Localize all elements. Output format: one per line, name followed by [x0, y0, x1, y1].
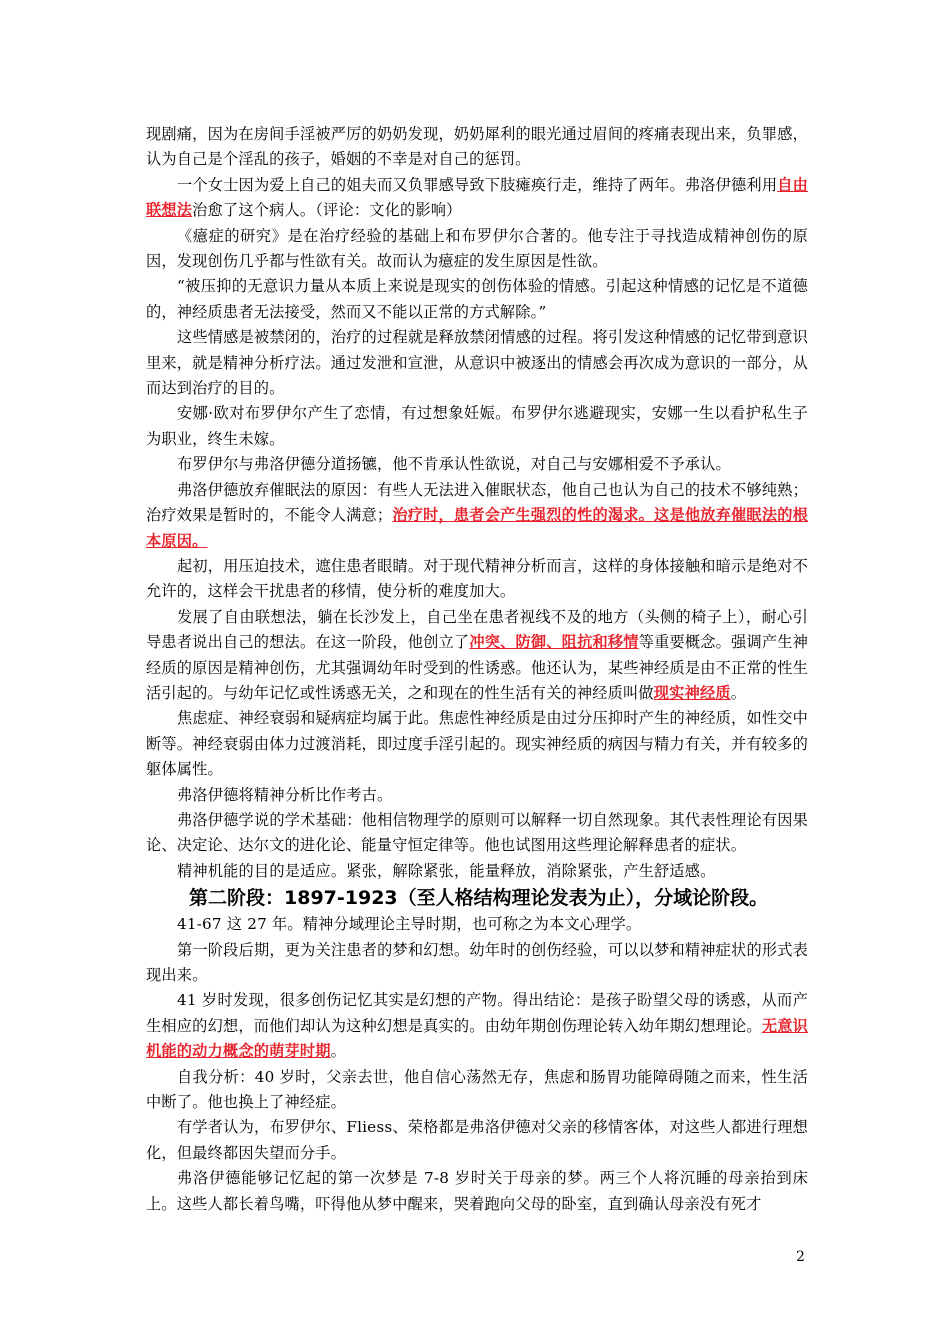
text: 弗洛伊德放弃催眠法的原因：有些人无法进入催眠状态，他自己也认为自己的技术不够纯熟；治疗效果是暂时的，不能令人满意； — [146, 480, 808, 525]
document-body — [146, 122, 808, 1217]
text: 精神机能的目的是适应。紧张，解除紧张，能量释放，消除紧张，产生舒适感。 — [177, 861, 716, 880]
quote-paragraph — [146, 274, 808, 325]
paragraph — [146, 988, 808, 1064]
paragraph — [146, 859, 808, 884]
text: 焦虑症、神经衰弱和疑病症均属于此。焦虑性神经质是由过分压抑时产生的神经质，如性交中断等。神经衰弱由体力过渡消耗，即过度手淫引起的。现实神经质的病因与精力有关，并有较多的躯体属性。 — [146, 709, 808, 779]
text: 起初，用压迫技术，遮住患者眼睛。对于现代精神分析而言，这样的身体接触和暗示是绝对不允许的，这样会干扰患者的移情，使分析的难度加大。 — [146, 556, 808, 601]
text: 有学者认为，布罗伊尔、Fliess、荣格都是弗洛伊德对父亲的移情客体，对这些人都进行理想化，但最终都因失望而分手。 — [146, 1118, 808, 1162]
highlighted-term: 现实神经质 — [653, 683, 731, 702]
text: 41-67 这 27 年。精神分域理论主导时期，也可称之为本文心理学。 — [177, 915, 642, 934]
text: 安娜·欧对布罗伊尔产生了恋情，有过想象妊娠。布罗伊尔逃避现实，安娜一生以看护私生子为职业，终生未嫁。 — [146, 404, 808, 448]
paragraph — [146, 122, 808, 173]
text: 《癔症的研究》是在治疗经验的基础上和布罗伊尔合著的。他专注于寻找造成精神创伤的原因，发现创伤几乎都与性欲有关。故而认为癔症的发生原因是性欲。 — [146, 226, 808, 271]
highlighted-term: 治疗时，患者会产生强烈的性的渴求。这是他放弃催眠法的根本原因。 — [146, 506, 809, 550]
text: 发展了自由联想法，躺在长沙发上，自己坐在患者视线不及的地方（头侧的椅子上），耐心引导患者说出自己的想法。在这一阶段，他创立了 — [146, 607, 808, 652]
text: 等重要概念。强调产生神经质的原因是精神创伤，尤其强调幼年时受到的性诱惑。他还认为，某些神经质是由不正常的性生活引起的。与幼年记忆或性诱惑无关，之和现在的性生活有关的神经质叫做 — [146, 633, 809, 702]
text: 治愈了这个病人。（评论：文化的影响） — [192, 201, 462, 220]
page-number: 2 — [796, 1249, 805, 1265]
paragraph — [146, 783, 808, 808]
paragraph — [146, 325, 808, 401]
paragraph — [146, 912, 808, 937]
highlighted-term: 自由联想法 — [146, 175, 808, 220]
text: 41 岁时发现，很多创伤记忆其实是幻想的产物。得出结论：是孩子盼望父母的诱惑，从而产生相应的幻想，而他们却认为这种幻想是真实的。由幼年期创伤理论转入幼年期幻想理论。 — [146, 991, 808, 1035]
text: 现剧痛，因为在房间手淫被严厉的奶奶发现，奶奶犀利的眼光通过眉间的疼痛表现出来，负罪感，认为自己是个淫乱的孩子，婚姻的不幸是对自己的惩罚。 — [146, 125, 808, 169]
text: 自我分析：40 岁时，父亲去世，他自信心荡然无存，焦虑和肠胃功能障碍随之而来，性生活中断了。他也换上了神经症。 — [146, 1067, 808, 1112]
text: 一个女士因为爱上自己的姐夫而又负罪感导致下肢瘫痪行走，维持了两年。弗洛伊德利用 — [177, 175, 778, 194]
paragraph — [146, 554, 808, 605]
text: 弗洛伊德学说的学术基础：他相信物理学的原则可以解释一切自然现象。其代表性理论有因果论、决定论、达尔文的进化论、能量守恒定律等。他也试图用这些理论解释患者的症状。 — [146, 810, 808, 855]
text: 弗洛伊德将精神分析比作考古。 — [177, 785, 393, 804]
paragraph — [146, 1166, 808, 1217]
paragraph — [146, 401, 808, 452]
paragraph — [146, 1065, 808, 1116]
text: 第一阶段后期，更为关注患者的梦和幻想。幼年时的创伤经验，可以以梦和精神症状的形式表现出来。 — [146, 940, 808, 984]
paragraph — [146, 605, 808, 707]
section-heading: 第二阶段：1897-1923（至人格结构理论发表为止），分域论阶段。 — [189, 887, 769, 910]
paragraph — [146, 1115, 808, 1166]
paragraph — [146, 224, 808, 275]
paragraph — [146, 938, 808, 989]
text: 这些情感是被禁闭的，治疗的过程就是释放禁闭情感的过程。将引发这种情感的记忆带到意识里来，就是精神分析疗法。通过发泄和宣泄，从意识中被逐出的情感会再次成为意识的一部分，从而达到治疗的目的。 — [146, 328, 808, 398]
text: “被压抑的无意识力量从本质上来说是现实的创伤体验的情感。引起这种情感的记忆是不道德的，神经质患者无法接受，然而又不能以正常的方式解除。” — [146, 277, 808, 321]
paragraph — [146, 452, 808, 477]
text: 。 — [730, 683, 747, 702]
highlighted-term: 无意识机能的动力概念的萌芽时期 — [146, 1016, 808, 1061]
text: 。 — [330, 1042, 347, 1061]
text: 布罗伊尔与弗洛伊德分道扬镳，他不肯承认性欲说，对自己与安娜相爱不予承认。 — [177, 455, 731, 474]
highlighted-term: 冲突、防御、阻抗和移情 — [469, 633, 639, 652]
paragraph — [146, 808, 808, 859]
paragraph — [146, 706, 808, 782]
paragraph — [146, 478, 808, 554]
text: 弗洛伊德能够记忆起的第一次梦是 7-8 岁时关于母亲的梦。两三个人将沉睡的母亲抬到床上。这些人都长着鸟嘴，吓得他从梦中醒来，哭着跑向父母的卧室，直到确认母亲没有死才 — [146, 1169, 808, 1213]
paragraph — [146, 173, 808, 224]
